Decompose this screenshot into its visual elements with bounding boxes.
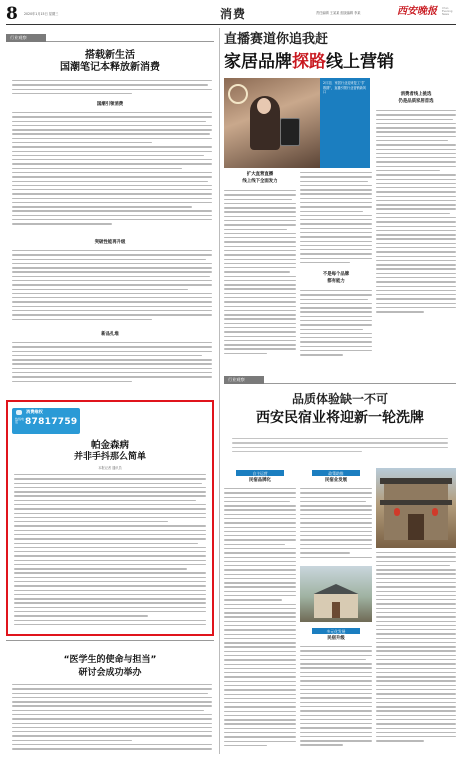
masthead bbox=[6, 4, 456, 26]
subhead-badge bbox=[236, 470, 284, 476]
photo-caption: 2月初，家居行业迎来复工“扩散期”，直播引领行业营销新风口 bbox=[323, 81, 367, 95]
date-line: 2020年1月15日 星期三 bbox=[24, 12, 59, 16]
section-rule bbox=[46, 41, 214, 42]
minsu-photo-large bbox=[376, 468, 456, 548]
photo-phone bbox=[280, 118, 300, 146]
photo-lantern bbox=[432, 508, 438, 516]
hotline-number: 87817759 bbox=[25, 417, 78, 427]
minsu-photo-small bbox=[300, 566, 372, 622]
photo-lantern bbox=[394, 508, 400, 516]
left-article-body bbox=[12, 342, 212, 390]
headline-highlight: 探路 bbox=[292, 52, 326, 72]
photo-door bbox=[332, 602, 340, 618]
col-sub: 不是每个品牌 bbox=[322, 272, 350, 277]
brand-english: Xi'an Evening News bbox=[442, 7, 453, 17]
section-tag-label: 行业观察 bbox=[228, 377, 245, 382]
col-sub-2: 都有能力 bbox=[327, 279, 345, 284]
subhead-badge bbox=[312, 470, 360, 476]
col-head-d: 仍是品质家居首选 bbox=[398, 99, 434, 104]
section-rule bbox=[264, 383, 456, 384]
top-right-col2-body bbox=[300, 290, 372, 360]
headline-part: 线上营销 bbox=[326, 52, 394, 72]
bottom-left-title-2: 研讨会成功举办 bbox=[78, 668, 142, 678]
subhead-badge-label: 自主运营 bbox=[252, 470, 268, 476]
hotline-box bbox=[6, 400, 214, 636]
hotline-number-label: 热线电话 bbox=[15, 417, 25, 425]
hotline-byline: 本报记者 通讯员 bbox=[98, 466, 122, 470]
hotline-badge-label: 消费维权 bbox=[26, 409, 43, 414]
headline-part: 家居品牌 bbox=[224, 52, 292, 72]
masthead-rule bbox=[6, 24, 456, 25]
photo-gate bbox=[408, 514, 424, 540]
photo-face bbox=[257, 98, 271, 114]
brand-logo: 西安晚报 bbox=[397, 6, 437, 17]
left-subhead-3: 新品扎堆 bbox=[101, 332, 119, 337]
top-right-col2-body bbox=[300, 172, 372, 268]
section-tag-left bbox=[6, 34, 46, 42]
bottom-right-col2-body bbox=[300, 488, 372, 564]
photo-eaves bbox=[380, 500, 452, 505]
column-separator bbox=[219, 28, 220, 754]
top-right-col1-body bbox=[224, 190, 296, 360]
bottom-right-col3-body bbox=[376, 552, 456, 754]
bottom-right-kicker: 品质体验缺一不可 bbox=[291, 392, 388, 406]
bottom-left-title-1: “医学生的使命与担当” bbox=[63, 655, 157, 665]
subhead-b: 民宿品牌化 bbox=[249, 478, 271, 483]
left-article-body bbox=[12, 112, 212, 232]
subhead-f: 民宿升级 bbox=[327, 636, 345, 641]
editor-line: 责任编辑 王某某 组版编辑 李某 bbox=[316, 11, 361, 15]
section-tag-right bbox=[224, 376, 264, 384]
livestream-photo bbox=[224, 78, 320, 168]
page-number: 8 bbox=[6, 4, 18, 24]
subhead-badge-label: 政策助推 bbox=[328, 470, 344, 476]
left-headline-1: 搭载新生活 bbox=[85, 50, 135, 61]
col-head-c: 消费者线上挑选 bbox=[400, 92, 432, 97]
left-headline-2: 国潮笔记本释放新消费 bbox=[60, 62, 160, 73]
section-tag-label: 行业观察 bbox=[10, 35, 27, 40]
hotline-title-1: 帕金森病 bbox=[90, 440, 129, 451]
photo-roof bbox=[308, 584, 364, 594]
subhead-d: 民宿业发展 bbox=[325, 478, 347, 483]
hotline-badge bbox=[12, 408, 80, 434]
photo-eaves bbox=[380, 478, 452, 484]
divider bbox=[6, 640, 214, 641]
bottom-right-headline: 西安民宿业将迎新一轮洗牌 bbox=[256, 410, 424, 426]
col-head-b: 线上线下全面发力 bbox=[242, 179, 278, 184]
top-right-kicker: 直播赛道你追我赶 bbox=[224, 32, 329, 47]
hotline-title-2: 并非手抖那么简单 bbox=[73, 452, 146, 462]
subhead-badge-label: 多元化发展 bbox=[326, 628, 346, 634]
left-subhead-1: 国潮引领消费 bbox=[96, 102, 124, 107]
caption-box bbox=[320, 78, 370, 168]
bottom-left-article-body bbox=[12, 684, 212, 754]
bottom-right-col1-body bbox=[224, 488, 296, 754]
top-right-headline bbox=[224, 52, 456, 72]
subhead-badge bbox=[312, 628, 360, 634]
section-name: 消费 bbox=[220, 7, 247, 21]
bottom-right-lead bbox=[232, 438, 448, 464]
top-right-col3-body bbox=[376, 110, 456, 350]
bottom-right-col2-body bbox=[300, 646, 372, 754]
left-article-body bbox=[12, 80, 212, 100]
photo-ring-light bbox=[228, 84, 248, 104]
hotline-article-body bbox=[14, 474, 206, 632]
left-article-body bbox=[12, 250, 212, 330]
left-subhead-2: 突破性能再升级 bbox=[94, 240, 126, 245]
col-head-a: 扩大直营直播 bbox=[246, 172, 274, 177]
phone-icon bbox=[16, 410, 22, 415]
